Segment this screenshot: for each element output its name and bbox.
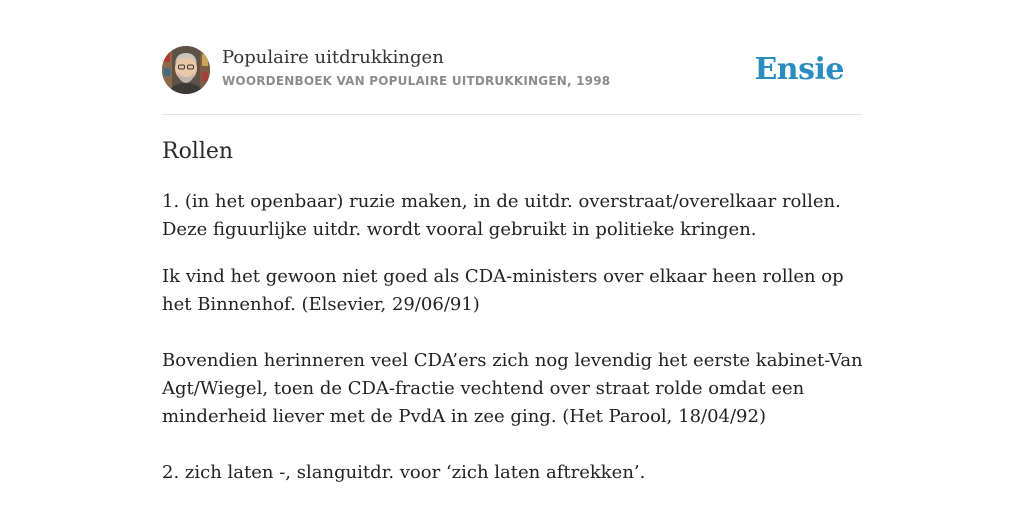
entry-content [162,136,874,506]
definition-1: 1. (in het openbaar) ruzie maken, in de uitdr. overstraat/overelkaar rollen. Deze figuurlijke uitdr. wordt vooral gebruikt in politieke kringen. [162,191,841,240]
quote-1: Ik vind het gewoon niet goed als CDA-ministers over elkaar heen rollen op het Binnenhof. (Elsevier, 29/06/91) [162,266,844,315]
spacer [162,319,874,347]
author-portrait-icon [162,46,210,94]
author-avatar[interactable] [162,46,210,94]
source-header [162,46,862,115]
quote-2: Bovendien herinneren veel CDA’ers zich nog levendig het eerste kabinet-Van Agt/Wiegel, toen de CDA-fractie vechtend over straat rolde omdat een minderheid liever met de PvdA in zee ging. (Het Parool, 18/04/92) [162,350,863,427]
entry-title: Rollen [162,139,234,164]
brand-logo[interactable]: Ensie [754,52,844,87]
spacer [162,431,874,459]
definition-2: 2. zich laten -, slanguitdr. voor ‘zich laten aftrekken’. [162,462,646,483]
source-info [222,46,610,89]
source-subtitle: WOORDENBOEK VAN POPULAIRE UITDRUKKINGEN, 1998 [222,74,611,88]
source-title[interactable]: Populaire uitdrukkingen [222,47,444,68]
